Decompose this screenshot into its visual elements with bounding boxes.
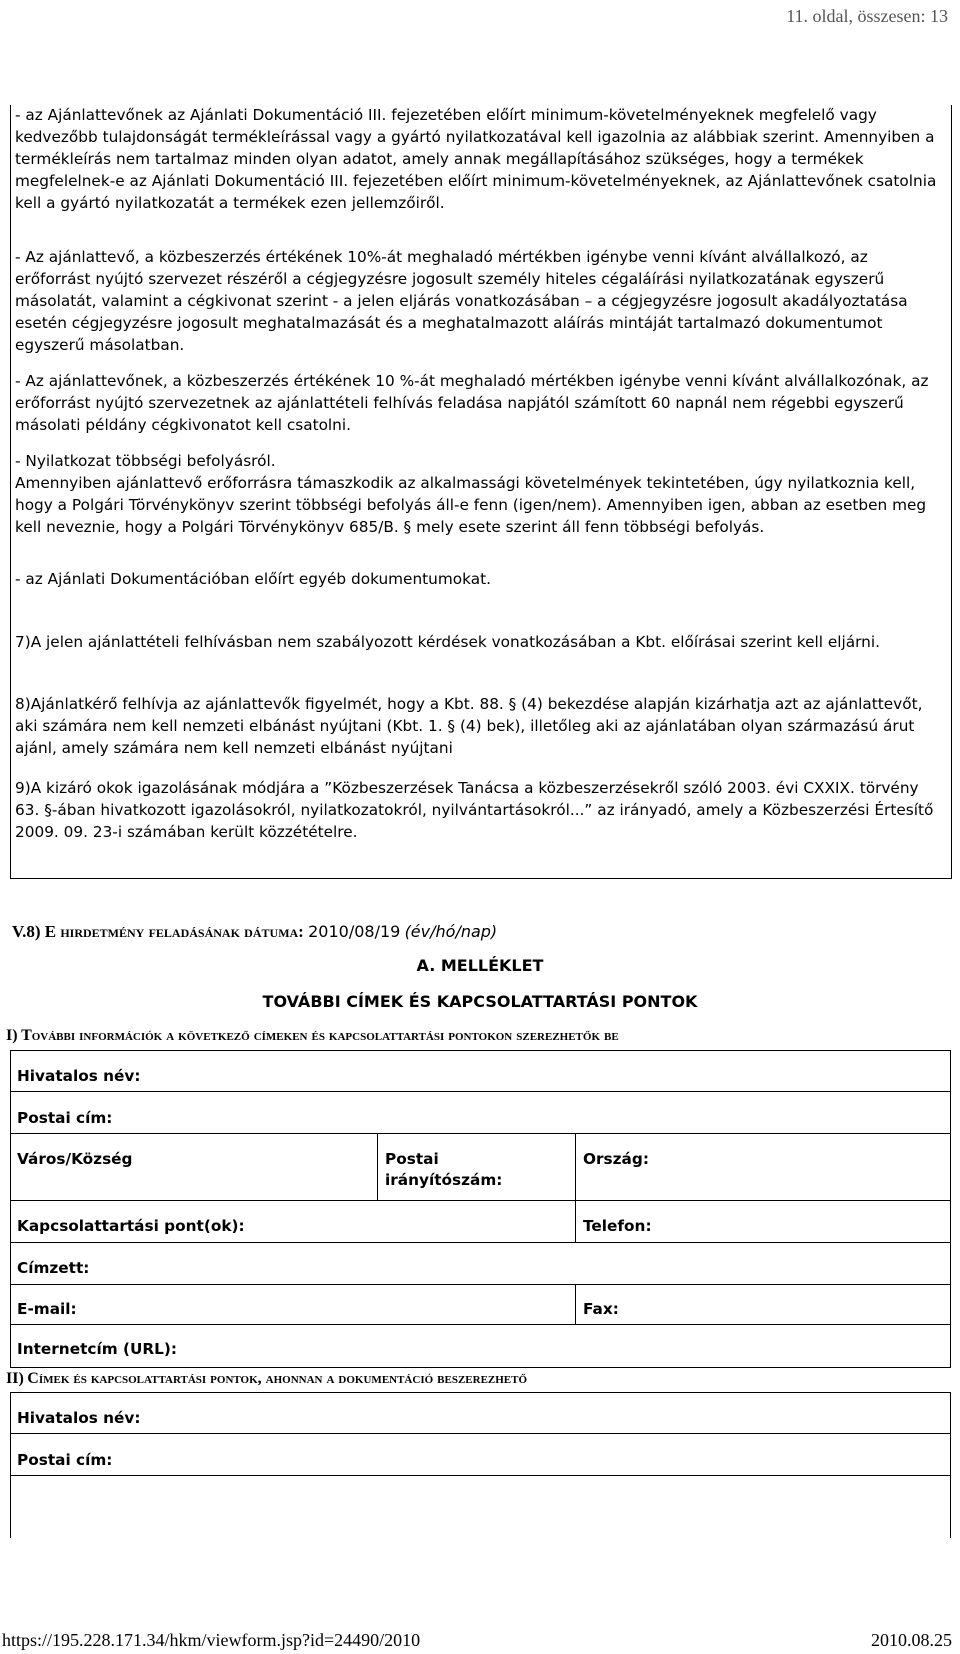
section2-title: Címek és kapcsolattartási pontok, ahonnan a dokumentáció beszerezhető: [27, 1370, 528, 1387]
page-indicator: 11. oldal, összesen: 13: [786, 6, 948, 26]
row-divider: [11, 1475, 950, 1476]
notice-date: 2010/08/19: [308, 922, 401, 941]
row-divider: [11, 1200, 950, 1201]
paragraph-8: 8)Ajánlatkérő felhívja az ajánlattevők figyelmét, hogy a Kbt. 88. § (4) bekezdése alapján kizárhatja azt az ajánlattevőt, aki számára nem kell nemzeti elbánást nyújtani (Kbt. 1. § (4) bek), illetőleg aki az ajánlatában olyan származású árut ajánl, amely számára nem kell nemzeti elbánást nyújtani: [15, 695, 923, 757]
paragraph-majority-influence: - Nyilatkozat többségi befolyásról. Amennyiben ajánlattevő erőforrásra támaszkodik az alkalmassági követelmények tekintetében, úgy nyilatkoznia kell, hogy a Polgári Törvénykönyv szerint többségi befolyás áll-e fenn (igen/nem). Amennyiben igen, abban az esetben meg kell neveznie, hogy a Polgári Törvénykönyv 685/B. § mely esete szerint áll fenn többségi befolyás.: [15, 452, 927, 536]
official-name-label: Hivatalos név:: [17, 1067, 141, 1085]
annex-subtitle: TOVÁBBI CÍMEK ÉS KAPCSOLATTARTÁSI PONTOK: [262, 992, 698, 1011]
col-divider: [575, 1133, 576, 1200]
row-divider: [11, 1284, 950, 1285]
paragraph-9: 9)A kizáró okok igazolásának módjára a ”Közbeszerzések Tanácsa a közbeszerzésekről szóló 2003. évi CXXIX. törvény 63. §-ában hivatkozott igazolásokról, nyilatkozatokról, nyilvántartásokról...” az irányadó, amely a Közbeszerzési Értesítő 2009. 09. 23-i számában került közzétételre.: [15, 779, 934, 841]
section1-heading: [6, 1027, 619, 1045]
section1-roman: I): [6, 1027, 18, 1044]
paragraph-7: 7)A jelen ajánlattételi felhívásban nem szabályozott kérdések vonatkozásában a Kbt. előírásai szerint kell eljárni.: [15, 633, 880, 651]
col-divider: [575, 1200, 576, 1242]
internet-label: Internetcím (URL):: [17, 1340, 178, 1358]
row-divider: [11, 1242, 950, 1243]
postal-address-label: Postai cím:: [17, 1109, 113, 1127]
row-divider: [11, 1324, 950, 1325]
v8-label: E hirdetmény feladásának dátuma:: [44, 922, 304, 941]
footer-date: 2010.08.25: [871, 1630, 952, 1650]
col-divider: [377, 1133, 378, 1200]
row-divider: [11, 1433, 950, 1434]
documentation-address-table: [10, 1392, 951, 1538]
row-divider: [11, 1133, 950, 1134]
section2-heading: [6, 1370, 527, 1388]
paragraph-signature: - Az ajánlattevő, a közbeszerzés értékének 10%-át meghaladó mértékben igénybe venni kívánt alvállalkozó, az erőforrást nyújtó szervezet részéről a cégjegyzésre jogosult személy hiteles cégaláírási nyilatkozatának egyszerű másolatát, valamint a cégkivonat szerint - a jelen eljárás vonatkozásában – a cégjegyzésre jogosult akadályoztatása esetén cégjegyzésre jogosult meghatalmazását és a meghatalmazott aláírás mintáját tartalmazó dokumentumot egyszerű másolatban.: [15, 248, 908, 354]
city-label: Város/Község: [17, 1150, 133, 1168]
date-format: (év/hó/nap): [404, 922, 498, 941]
additional-address-table: [10, 1050, 951, 1368]
paragraph-product-spec: - az Ajánlattevőnek az Ajánlati Dokumentáció III. fejezetében előírt minimum-követelményeknek megfelelő vagy kedvezőbb tulajdonságát termékleírással vagy a gyártó nyilatkozatával kell igazolnia az alábbiak szerint. Amennyiben a termékleírás nem tartalmaz minden olyan adatot, amely annak megállapításához szükséges, hogy a termékek megfelelnek-e az Ajánlati Dokumentáció III. fejezetében előírt minimum-követelményeknek, az Ajánlattevőnek csatolnia kell a gyártó nyilatkozatát a termékek ezen jellemzőiről.: [15, 106, 937, 212]
country-label: Ország:: [583, 1150, 649, 1168]
attention-label: Címzett:: [17, 1259, 90, 1277]
annex-title: A. MELLÉKLET: [416, 956, 544, 975]
fax-label: Fax:: [583, 1300, 619, 1318]
footer-url: https://195.228.171.34/hkm/viewform.jsp?id=24490/2010: [2, 1630, 421, 1650]
phone-label: Telefon:: [583, 1217, 652, 1235]
section1-title: További információk a következő címeken és kapcsolattartási pontokon szerezhetők be: [21, 1027, 619, 1044]
col-divider: [575, 1284, 576, 1324]
contact-points-label: Kapcsolattartási pont(ok):: [17, 1217, 245, 1235]
v8-prefix: V.8): [12, 922, 41, 941]
paragraph-other-docs: - az Ajánlati Dokumentációban előírt egyéb dokumentumokat.: [15, 570, 491, 588]
official-name-label: Hivatalos név:: [17, 1409, 141, 1427]
row-divider: [11, 1091, 950, 1092]
section2-roman: II): [6, 1370, 24, 1387]
paragraph-company-extract: - Az ajánlattevőnek, a közbeszerzés értékének 10 %-át meghaladó mértékben igénybe venni kívánt alvállalkozónak, az erőforrást nyújtó szervezetnek az ajánlattételi felhívás feladása napjától számított 60 napnál nem régebbi egyszerű másolati példány cégkivonatot kell csatolni.: [15, 372, 929, 434]
notice-date-line: [12, 922, 497, 942]
postal-code-label: Postai irányítószám:: [385, 1150, 503, 1189]
postal-address-label: Postai cím:: [17, 1451, 113, 1469]
email-label: E-mail:: [17, 1300, 77, 1318]
